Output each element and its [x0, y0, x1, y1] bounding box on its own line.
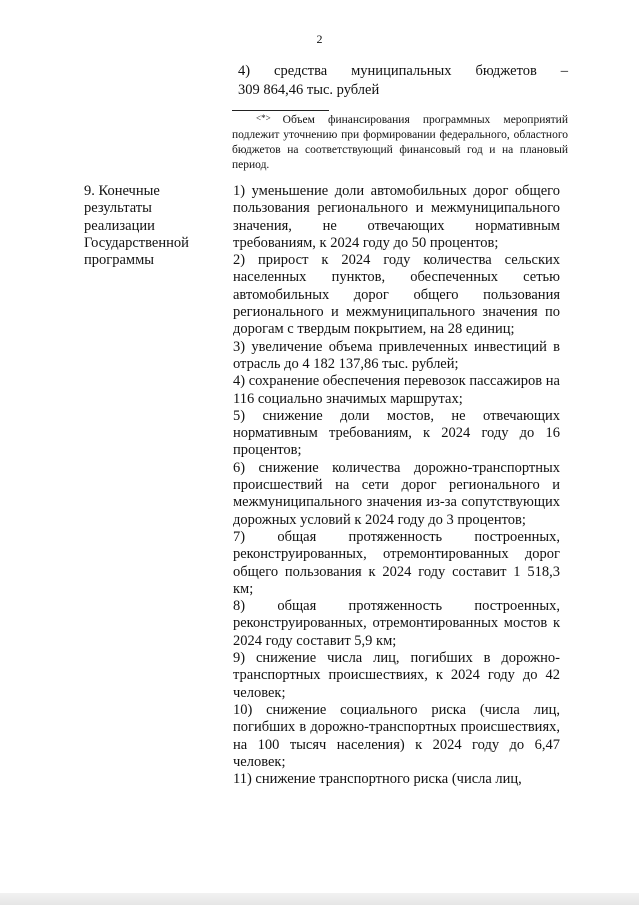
footnote-mark: <*>	[256, 113, 271, 123]
result-item: 9) снижение числа лиц, погибших в дорожно-транспортных происшествиях, к 2024 году до 42 человек;	[233, 650, 560, 701]
funding-municipal-amount: 309 864,46 тыс. рублей	[238, 82, 380, 98]
section-label-final-results: 9. Конечные результаты реализации Государственной программы	[84, 183, 189, 269]
result-item: 11) снижение транспортного риска (числа лиц,	[233, 771, 522, 788]
footnote	[232, 113, 568, 173]
result-item: 6) снижение количества дорожно-транспортных происшествий на сети дорог регионального и межмуниципального значения из-за сопутствующих дорожных условий к 2024 году до 3 процентов;	[233, 459, 560, 528]
result-item: 2) прирост к 2024 году количества сельских населенных пунктов, обеспеченных сетью автомобильных дорог общего пользования регионального и межмуниципального значения по дорогам с твердым покрытием, на 28 единиц;	[233, 252, 560, 338]
result-item: 5) снижение доли мостов, не отвечающих нормативным требованиям, к 2024 году до 16 процентов;	[233, 407, 560, 459]
result-item: 1) уменьшение доли автомобильных дорог общего пользования регионального и межмуниципального значения, не отвечающих нормативным требованиям, к 2024 году до 50 процентов;	[233, 183, 560, 251]
result-item: 3) увеличение объема привлеченных инвестиций в отрасль до 4 182 137,86 тыс. рублей;	[233, 338, 560, 372]
result-item: 7) общая протяженность построенных, реконструированных, отремонтированных дорог общего пользования к 2024 году составит 1 518,3 км;	[233, 528, 560, 597]
results-list	[233, 183, 560, 788]
result-item: 10) снижение социального риска (числа лиц, погибших в дорожно-транспортных происшествиях, на 100 тысяч населения) к 2024 году до 6,47 человек;	[233, 701, 560, 770]
funding-municipal-budgets: 4) средства муниципальных бюджетов –	[238, 63, 568, 79]
footnote-text: Объем финансирования программных мероприятий подлежит уточнению при формировании федерального, областного бюджетов на соответствующий финансовый год и на плановый период.	[232, 114, 568, 171]
result-item: 4) сохранение обеспечения перевозок пассажиров на 116 социально значимых маршрутах;	[233, 373, 560, 407]
footnote-separator	[232, 110, 329, 111]
result-item: 8) общая протяженность построенных, реконструированных, отремонтированных мостов к 2024 году составит 5,9 км;	[233, 598, 560, 649]
page-bottom-edge	[0, 893, 639, 905]
page-number: 2	[316, 32, 323, 46]
